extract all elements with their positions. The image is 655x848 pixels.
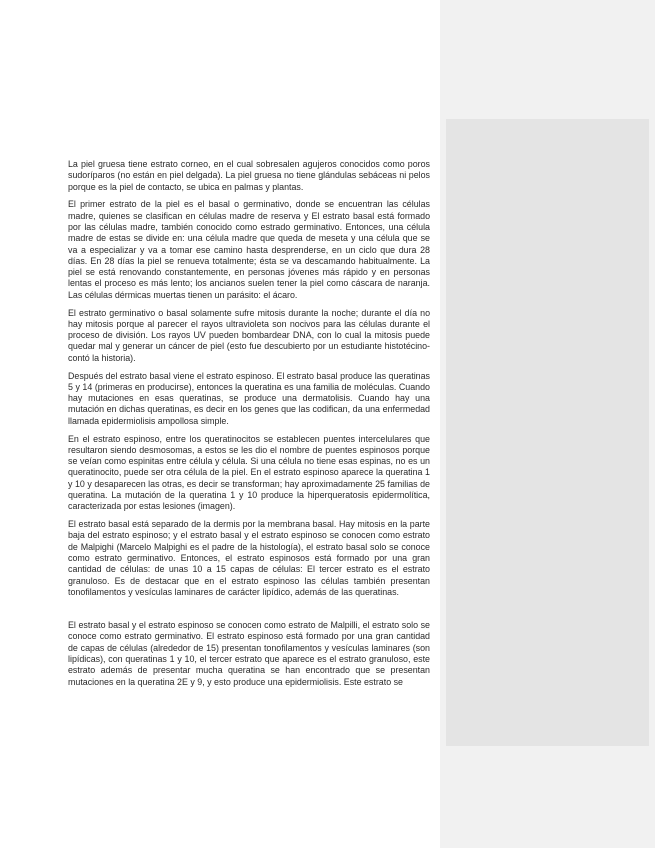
paragraph-5: En el estrato espinoso, entre los queratinocitos se establecen puentes intercelulares que resultaron siendo desmosomas, a estos se les dio el nombre de puentes espinosos porque se veían como espinitas entre célula y célula. Si una célula no tiene esas espinas, no es un queratinocito, puede ser otra célula de la piel. En el estrato espinoso aparece la queratina 1 y 10 y desaparecen las otras, es decir se transforman; hay aproximadamente 25 familias de queratina. La mutación de la queratina 1 y 10 produce la hiperqueratosis epidermolítica, caracterizada por estas lesiones (imagen). [68,433,430,512]
paragraph-2: El primer estrato de la piel es el basal o germinativo, donde se encuentran las células madre, quienes se clasifican en células madre de reserva y El estrato basal está formado por las células madre, también conocido como estrado germinativo. Entonces, una célula madre de estas se divide en: una célula madre que queda de meseta y una célula que se va a especializar y va a tomar ese camino hasta desprenderse, en un ciclo que dura 28 días. En 28 días la piel se renueva totalmente; ésta se va descamando habitualmente. La piel se está renovando constantemente, en personas jóvenes más rápido y en personas lentas el proceso es más lento; los ancianos suelen tener la piel como cáscara de naranja. Las células dérmicas muertas tienen un parásito: el ácaro. [68,199,430,300]
document-body[interactable] [68,159,430,694]
comment-box[interactable] [446,119,649,746]
paragraph-1: La piel gruesa tiene estrato corneo, en el cual sobresalen agujeros conocidos como poros sudoríparos (no están en piel delgada). La piel gruesa no tiene glándulas sebáceas ni pelos porque es la piel de contacto, se ubica en palmas y plantas. [68,159,430,192]
paragraph-6: El estrato basal está separado de la dermis por la membrana basal. Hay mitosis en la parte baja del estrato espinoso; y el estrato basal y el estrato espinoso se conocen como estrato de Malpighi (Marcelo Malpighi es el padre de la histología), el estrato basal solo se conoce como estrato germinativo. Entonces, el estrato espinosos está formado por una gran cantidad de células: de unas 10 a 15 capas de células: El tercer estrato es el estrato granuloso. Es de destacar que en el estrato espinoso las células también presentan tonofilamentos y vesículas laminares de carácter lipídico, además de las queratinas. [68,519,430,597]
paragraph-3: El estrato germinativo o basal solamente sufre mitosis durante la noche; durante el día no hay mitosis porque al parecer el rayos ultravioleta son nocivos para las células durante el proceso de división. Los rayos UV pueden bombardear DNA, con lo cual la mitosis puede quedar mal y generar un cáncer de piel (esto fue descubierto por un estudiante histotécino- contó la historia). [68,307,430,363]
paragraph-4: Después del estrato basal viene el estrato espinoso. El estrato basal produce las queratinas 5 y 14 (primeras en producirse), entonces la queratina es una familia de moléculas. Cuando hay mutaciones en esas queratinas, se produce una dermatolisis. Cuando hay una mutación en dichas queratinas, es decir en los genes que las codifican, da una enfermedad llamada epidermiolisis ampollosa simple. [68,370,430,426]
paragraph-7: El estrato basal y el estrato espinoso se conocen como estrato de Malpilli, el estrato solo se conoce como estrato germinativo. El estrato espinoso está formado por una gran cantidad de capas de células (alrededor de 15) presentan tonofilamentos y vesículas laminares (son lipídicas), con queratinas 1 y 10, el tercer estrato que aparece es el estrato granuloso, este estrato además de presentar mucha queratina se han encontrado que se presentan mutaciones en la queratina 2E y 9, y esto produce una epidermiolisis. Este estrato se [68,620,430,687]
